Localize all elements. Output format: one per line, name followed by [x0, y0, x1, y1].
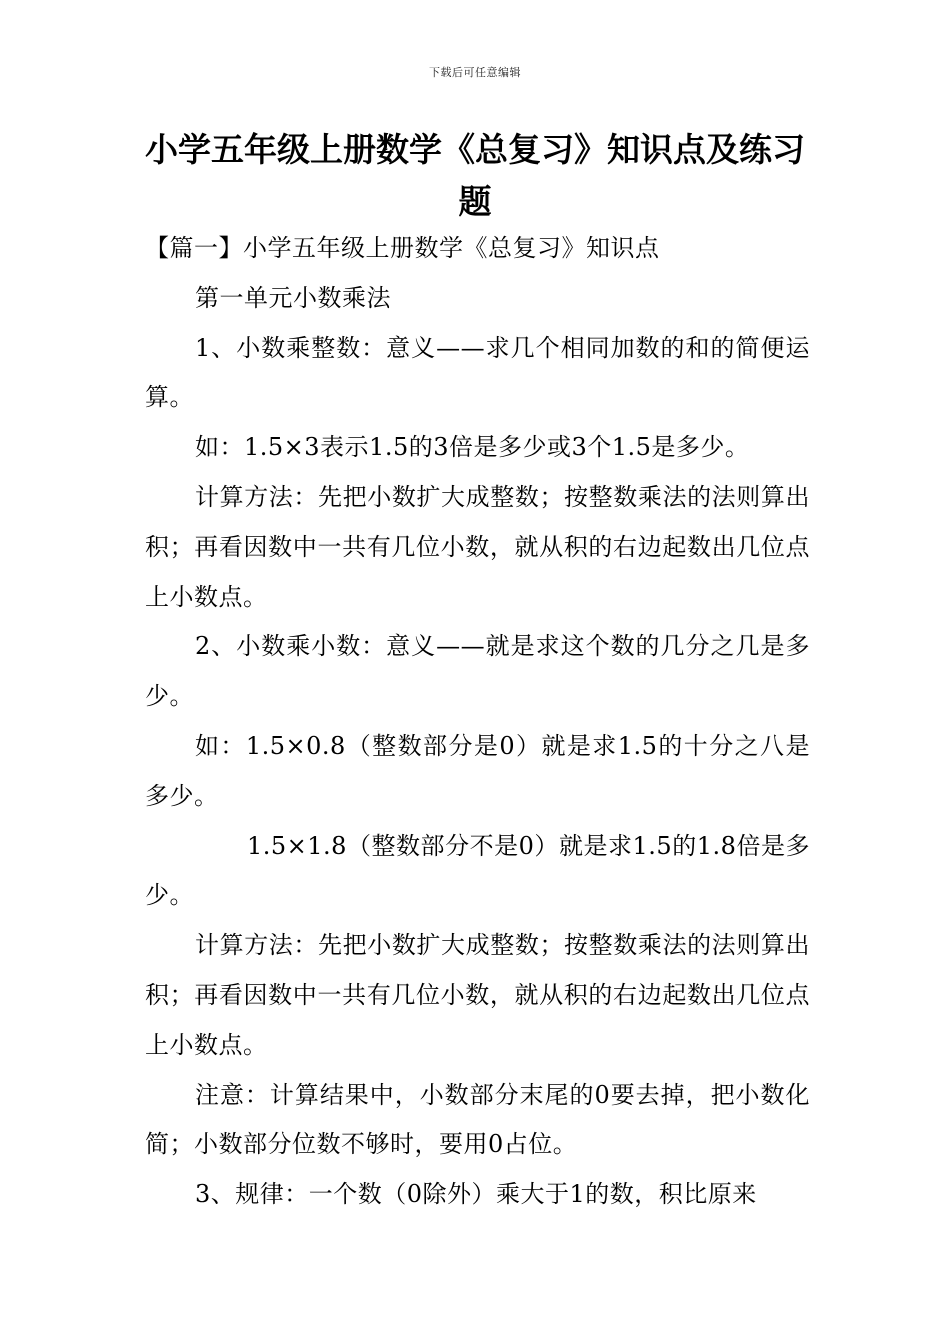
- paragraph: 如：1.5×3表示1.5的3倍是多少或3个1.5是多少。: [195, 433, 750, 462]
- paragraph: 计算方法：先把小数扩大成整数；按整数乘法的法则算出积；再看因数中一共有几位小数，就从积的右边起数出几位点上小数点。: [145, 482, 810, 611]
- paragraph: 1、小数乘整数：意义——求几个相同加数的和的简便运算。: [145, 333, 810, 412]
- paragraph: 如：1.5×0.8（整数部分是0）就是求1.5的十分之八是多少。: [145, 731, 810, 810]
- document-title: 小学五年级上册数学《总复习》知识点及练习题: [145, 130, 805, 221]
- paragraph: 注意：计算结果中，小数部分末尾的0要去掉，把小数化简；小数部分位数不够时，要用0占位。: [145, 1080, 810, 1159]
- header-note: 下载后可任意编辑: [429, 66, 521, 79]
- paragraph: 3、规律：一个数（0除外）乘大于1的数，积比原来: [195, 1180, 757, 1209]
- paragraph: 2、小数乘小数：意义——就是求这个数的几分之几是多少。: [145, 632, 810, 711]
- paragraph: 1.5×1.8（整数部分不是0）就是求1.5的1.8倍是多少。: [145, 831, 810, 910]
- unit-heading: 第一单元小数乘法: [195, 283, 391, 312]
- document-body: [145, 224, 810, 1220]
- section-heading: 【篇一】小学五年级上册数学《总复习》知识点: [145, 234, 660, 262]
- paragraph: 计算方法：先把小数扩大成整数；按整数乘法的法则算出积；再看因数中一共有几位小数，就从积的右边起数出几位点上小数点。: [145, 931, 810, 1059]
